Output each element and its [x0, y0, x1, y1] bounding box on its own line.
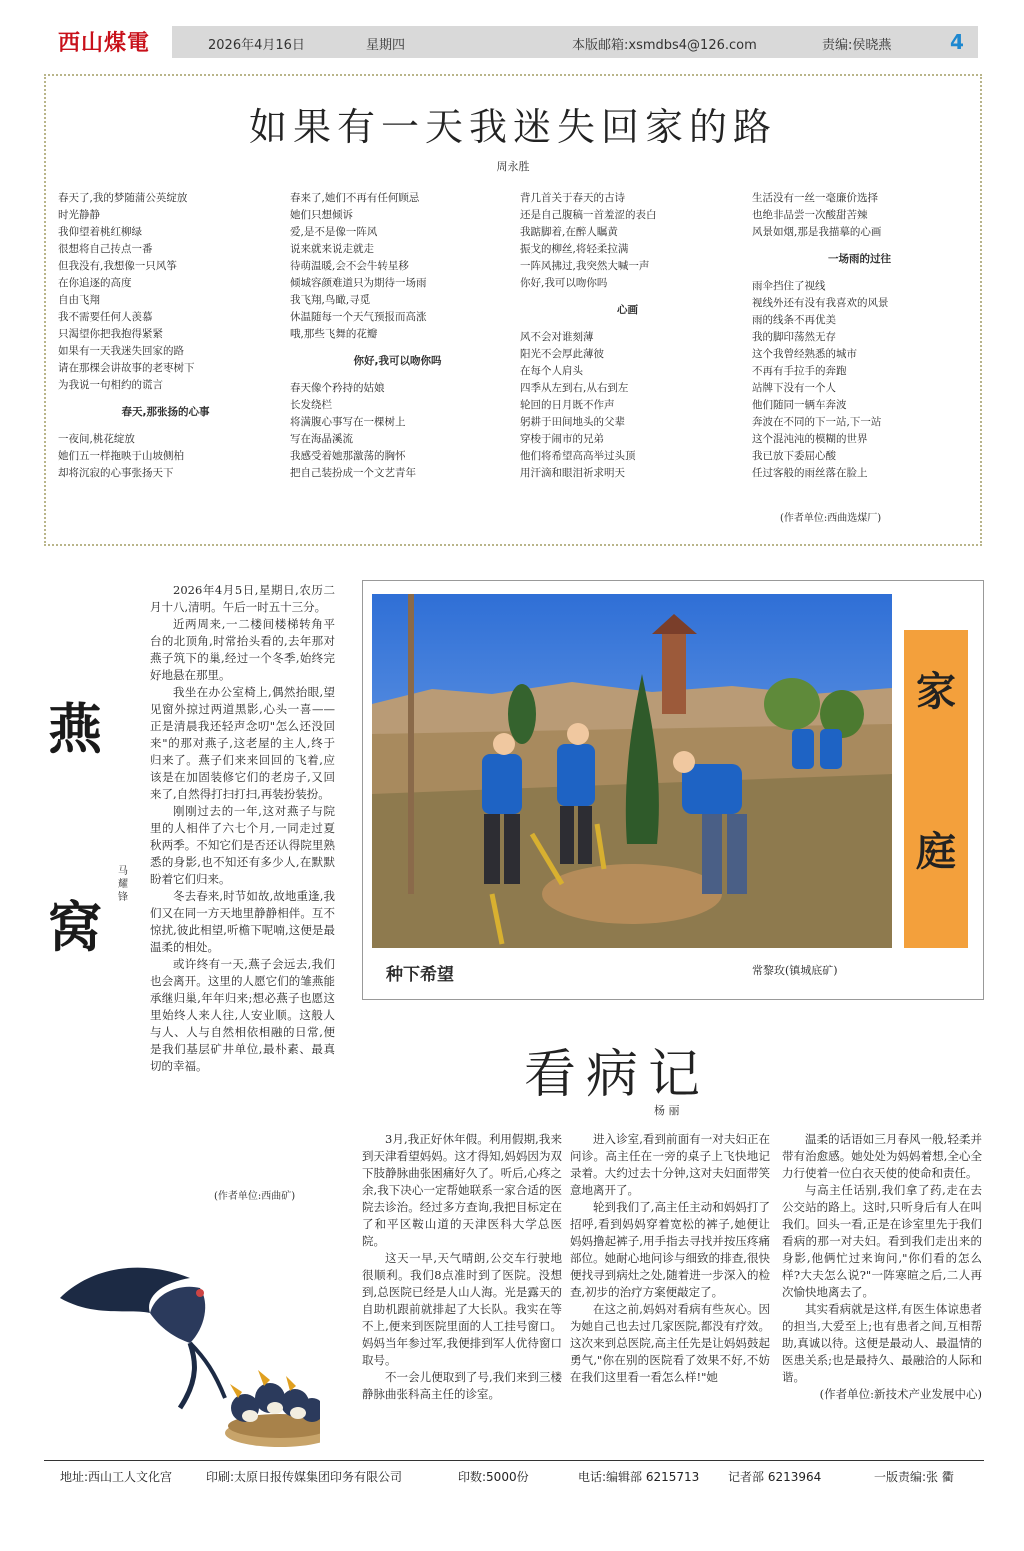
article-paragraph: 这天一早,天气晴朗,公交车行驶地很顺利。我们8点准时到了医院。没想到,总医院已经是人山人海。光是露天的自助机跟前就排起了大长队。我实在等不上,便来到医院里面的人工挂号窗口。妈妈当年参过军,我便排到军人优待窗口取号。 — [362, 1251, 562, 1367]
poem-line: 爱,是不是像一阵风 — [290, 226, 378, 238]
footer-address: 地址:西山工人文化宫 — [60, 1470, 173, 1484]
article-paragraph: 或许终有一天,燕子会远去,我们也会离开。这里的人愿它们的雏燕能承继归巢,年年归来;想必燕子也愿这里始终人来人往,人安业顺。这般人与人、人与自然相依相融的日常,便是我们基层矿井单位,最朴素、最真切的幸福。 — [150, 957, 335, 1073]
poem-line: 为我说一句相约的谎言 — [58, 379, 163, 391]
poem-line: 也绝非品尝一次酸甜苦辣 — [752, 209, 868, 221]
article-paragraph: 我坐在办公室椅上,偶然抬眼,望见窗外掠过两道黑影,心头一喜——正是清晨我还轻声念叨"怎么还没回来"的那对燕子,这老屋的主人,终于归来了。燕子们来来回回的飞着,应该是在加固装修它们的老房子,又回来了,自然得打扫打扫,再装扮装扮。 — [150, 685, 335, 801]
poem-line: 一阵风拂过,我突然大喊一声 — [520, 260, 650, 272]
poem-line: 春来了,她们不再有任何顾忌 — [290, 192, 420, 204]
hospital-author-unit: (作者单位:新技术产业发展中心) — [819, 1387, 982, 1401]
swallow-article-body — [150, 582, 335, 1075]
article-paragraph: 其实看病就是这样,有医生体谅患者的担当,大爱至上;也有患者之间,互相帮助,真诚以待。这便是最动人、最温情的医患关系;也是最持久、最融洽的人际和谐。 — [782, 1302, 982, 1384]
poem-line: 如果有一天我迷失回家的路 — [58, 345, 184, 357]
poem-line: 生活没有一丝一毫廉价选择 — [752, 192, 878, 204]
poem-line: 在每个人肩头 — [520, 365, 583, 377]
poem-line: 用汗滴和眼泪祈求明天 — [520, 467, 625, 479]
poem-subtitle: 一场雨的过往 — [828, 253, 891, 265]
swallow-article-author: 马耀锋 — [118, 866, 128, 903]
photo-caption: 种下希望 — [386, 965, 454, 985]
poem-line: 雨的线条不再优美 — [752, 314, 836, 326]
poem-line: 倾城容颜难道只为期待一场雨 — [290, 277, 427, 289]
poem-line: 时光静静 — [58, 209, 100, 221]
hospital-article-author: 杨 丽 — [654, 1104, 680, 1117]
poem-subtitle: 春天,那张扬的心事 — [121, 406, 210, 418]
poem-line: 休温随每一个天气预报而高涨 — [290, 311, 427, 323]
footer-reporter-phone: 记者部 6213964 — [728, 1470, 822, 1484]
footer-printer: 印刷:太原日报传媒集团印务有限公司 — [206, 1470, 403, 1484]
poem-line: 春天像个矜持的姑娘 — [290, 382, 385, 394]
poem-line: 阳光不会厚此薄彼 — [520, 348, 604, 360]
poem-line: 四季从左到右,从右到左 — [520, 382, 629, 394]
article-paragraph: 与高主任话别,我们拿了药,走在去公交站的路上。这时,只听身后有人在叫我们。回头一看,正是在诊室里先于我们看病的那一对夫妇。看到我们走出来的身影,他俩忙过来询问,"你们看的怎么样?大夫怎么说?"一阵寒暄之后,二人再次愉快地离去了。 — [782, 1183, 982, 1299]
family-section-label: 家 庭 — [904, 630, 968, 948]
issue-date: 2026年4月16日 — [208, 38, 305, 53]
footer-rule — [44, 1460, 984, 1461]
hospital-article-column-3 — [782, 1131, 982, 1403]
poem-line: 待萌温暖,会不会牛转星移 — [290, 260, 409, 272]
poem-line: 躬耕于田间地头的父辈 — [520, 416, 625, 428]
article-paragraph: 进入诊室,看到前面有一对夫妇正在问诊。高主任在一旁的桌子上飞快地记录着。大约过去十分钟,这对夫妇面带笑意地离开了。 — [570, 1132, 770, 1197]
poem-column-2 — [290, 190, 505, 482]
poem-line: 说来就来说走就走 — [290, 243, 374, 255]
poem-line: 写在海晶溪流 — [290, 433, 353, 445]
poem-line: 将满腹心事写在一棵树上 — [290, 416, 406, 428]
poem-line: 他们随同一辆车奔波 — [752, 399, 847, 411]
article-paragraph: 在这之前,妈妈对看病有些灰心。因为她自己也去过几家医院,都没有疗效。这次来到总医院,高主任先是让妈妈鼓起勇气,"你在别的医院看了效果不好,不妨在我们这里看一看怎么样!"她 — [570, 1302, 770, 1384]
article-paragraph: 3月,我正好休年假。利用假期,我来到天津看望妈妈。这才得知,妈妈因为双下肢静脉曲张困痛好久了。听后,心疼之余,我下决心一定帮她联系一家合适的医院去诊治。经过多方查询,我把目标定在了和平区鞍山道的天津医科大学总医院。 — [362, 1132, 562, 1248]
poem-line: 奔波在不同的下一站,下一站 — [752, 416, 882, 428]
article-paragraph: 2026年4月5日,星期日,农历二月十八,清明。午后一时五十三分。 — [150, 583, 335, 614]
poem-line: 春天了,我的梦随蒲公英绽放 — [58, 192, 188, 204]
poem-line: 请在那棵会讲故事的老枣树下 — [58, 362, 195, 374]
poem-line: 却将沉寂的心事张扬天下 — [58, 467, 174, 479]
swallow-author-unit: (作者单位:西曲矿) — [214, 1191, 296, 1202]
page-editor: 责编:侯晓燕 — [822, 38, 892, 53]
poem-author-unit: (作者单位:西曲选煤厂) — [780, 513, 882, 524]
poem-line: 风不会对谁刻薄 — [520, 331, 594, 343]
article-paragraph: 刚刚过去的一年,这对燕子与院里的人相伴了六七个月,一同走过夏秋两季。不知它们是否还认得院里熟悉的身影,也不知还有多少人,在默默盼着它们归来。 — [150, 804, 335, 886]
poem-line: 我已放下委屈心酸 — [752, 450, 836, 462]
poem-line: 你好,我可以吻你吗 — [520, 277, 608, 289]
poem-line: 把自己装扮成一个文艺青年 — [290, 467, 416, 479]
poem-line: 自由飞翔 — [58, 294, 100, 306]
poem-subtitle: 心画 — [617, 304, 638, 316]
article-paragraph: 温柔的话语如三月春风一般,轻柔并带有治愈感。她处处为妈妈着想,全心全力行使着一位白衣天使的使命和责任。 — [782, 1132, 982, 1180]
poem-line: 我飞翔,鸟瞰,寻觅 — [290, 294, 371, 306]
poem-line: 很想将自己抟点一番 — [58, 243, 153, 255]
poem-line: 这个我曾经熟悉的城市 — [752, 348, 857, 360]
article-paragraph: 轮到我们了,高主任主动和妈妈打了招呼,看到妈妈穿着宽松的裤子,她便让妈妈撸起裤子,用手指去寻找并按压疼痛部位。她耐心地问诊与细致的排查,很快便找寻到病灶之处,随着进一步深入的检查,初步的治疗方案便敲定了。 — [570, 1200, 770, 1299]
footer-chief-editor: 一版责编:张 衢 — [874, 1470, 954, 1484]
poem-column-3 — [520, 190, 735, 482]
hospital-article-column-2 — [570, 1131, 770, 1386]
photo-credit: 常黎玫(镇城底矿) — [752, 964, 838, 977]
poem-line: 我不需要任何人羡慕 — [58, 311, 153, 323]
poem-line: 我仰望着桃红柳绿 — [58, 226, 142, 238]
swallow-article-title: 燕 窝 — [48, 697, 102, 959]
poem-line: 长发绕栏 — [290, 399, 332, 411]
hospital-article-column-1 — [362, 1131, 562, 1403]
tree-planting-photo — [372, 594, 892, 948]
poem-line: 哦,那些飞舞的花瓣 — [290, 328, 378, 340]
poem-line: 不再有手拉手的奔跑 — [752, 365, 847, 377]
poem-title: 如果有一天我迷失回家的路 — [248, 105, 777, 149]
poem-line: 穿梭于闹市的兄弟 — [520, 433, 604, 445]
poem-column-4 — [752, 190, 967, 482]
article-paragraph: 不一会儿便取到了号,我们来到三楼静脉曲张科高主任的诊室。 — [362, 1370, 562, 1401]
poem-line: 振戈的柳丝,将轻柔拉满 — [520, 243, 629, 255]
poem-line: 背几首关于春天的古诗 — [520, 192, 625, 204]
masthead-logo: 西山煤電 — [58, 30, 151, 56]
page-email: 本版邮箱:xsmdbs4@126.com — [572, 38, 757, 53]
poem-line: 风景如烟,那是我描摹的心画 — [752, 226, 882, 238]
poem-line: 任过客般的雨丝落在脸上 — [752, 467, 868, 479]
poem-line: 在你追逐的高度 — [58, 277, 132, 289]
article-paragraph: 近两周来,一二楼间楼梯转角平台的北顶角,时常抬头看的,去年那对燕子筑下的巢,经过一个冬季,始终完好地悬在那里。 — [150, 617, 335, 682]
poem-line: 我感受着她那激荡的胸怀 — [290, 450, 406, 462]
poem-line: 她们只想倾诉 — [290, 209, 353, 221]
poem-author: 周永胜 — [496, 160, 530, 173]
poem-line: 但我没有,我想像一只风筝 — [58, 260, 177, 272]
poem-line: 我踮脚着,在醉人瞩黄 — [520, 226, 618, 238]
poem-line: 我的脚印荡然无存 — [752, 331, 836, 343]
footer-phone: 电话:编辑部 6215713 — [578, 1470, 700, 1484]
poem-line: 轮回的日月既不作声 — [520, 399, 615, 411]
poem-line: 视线外还有没有我喜欢的风景 — [752, 297, 889, 309]
poem-line: 这个混沌沌的模糊的世界 — [752, 433, 868, 445]
page-number: 4 — [950, 30, 964, 54]
issue-weekday: 星期四 — [366, 38, 406, 53]
poem-line: 站牌下没有一个人 — [752, 382, 836, 394]
article-paragraph: 冬去春来,时节如故,故地重逢,我们又在同一方天地里静静相伴。互不惊扰,彼此相望,听檐下呢喃,这便是最温柔的相处。 — [150, 889, 335, 954]
poem-line: 只渴望你把我抱得紧紧 — [58, 328, 163, 340]
poem-line: 还是自己腹稿一首羞涩的表白 — [520, 209, 657, 221]
footer-copies: 印数:5000份 — [458, 1470, 529, 1484]
hospital-article-title: 看病记 — [524, 1045, 711, 1105]
poem-line: 一夜间,桃花绽放 — [58, 433, 135, 445]
poem-line: 雨伞挡住了视线 — [752, 280, 826, 292]
swallow-illustration — [50, 1258, 320, 1448]
poem-column-1 — [58, 190, 273, 482]
poem-line: 他们将希望高高举过头顶 — [520, 450, 636, 462]
poem-line: 她们五一样拖映于山坡侧柏 — [58, 450, 184, 462]
poem-subtitle: 你好,我可以吻你吗 — [353, 355, 442, 367]
